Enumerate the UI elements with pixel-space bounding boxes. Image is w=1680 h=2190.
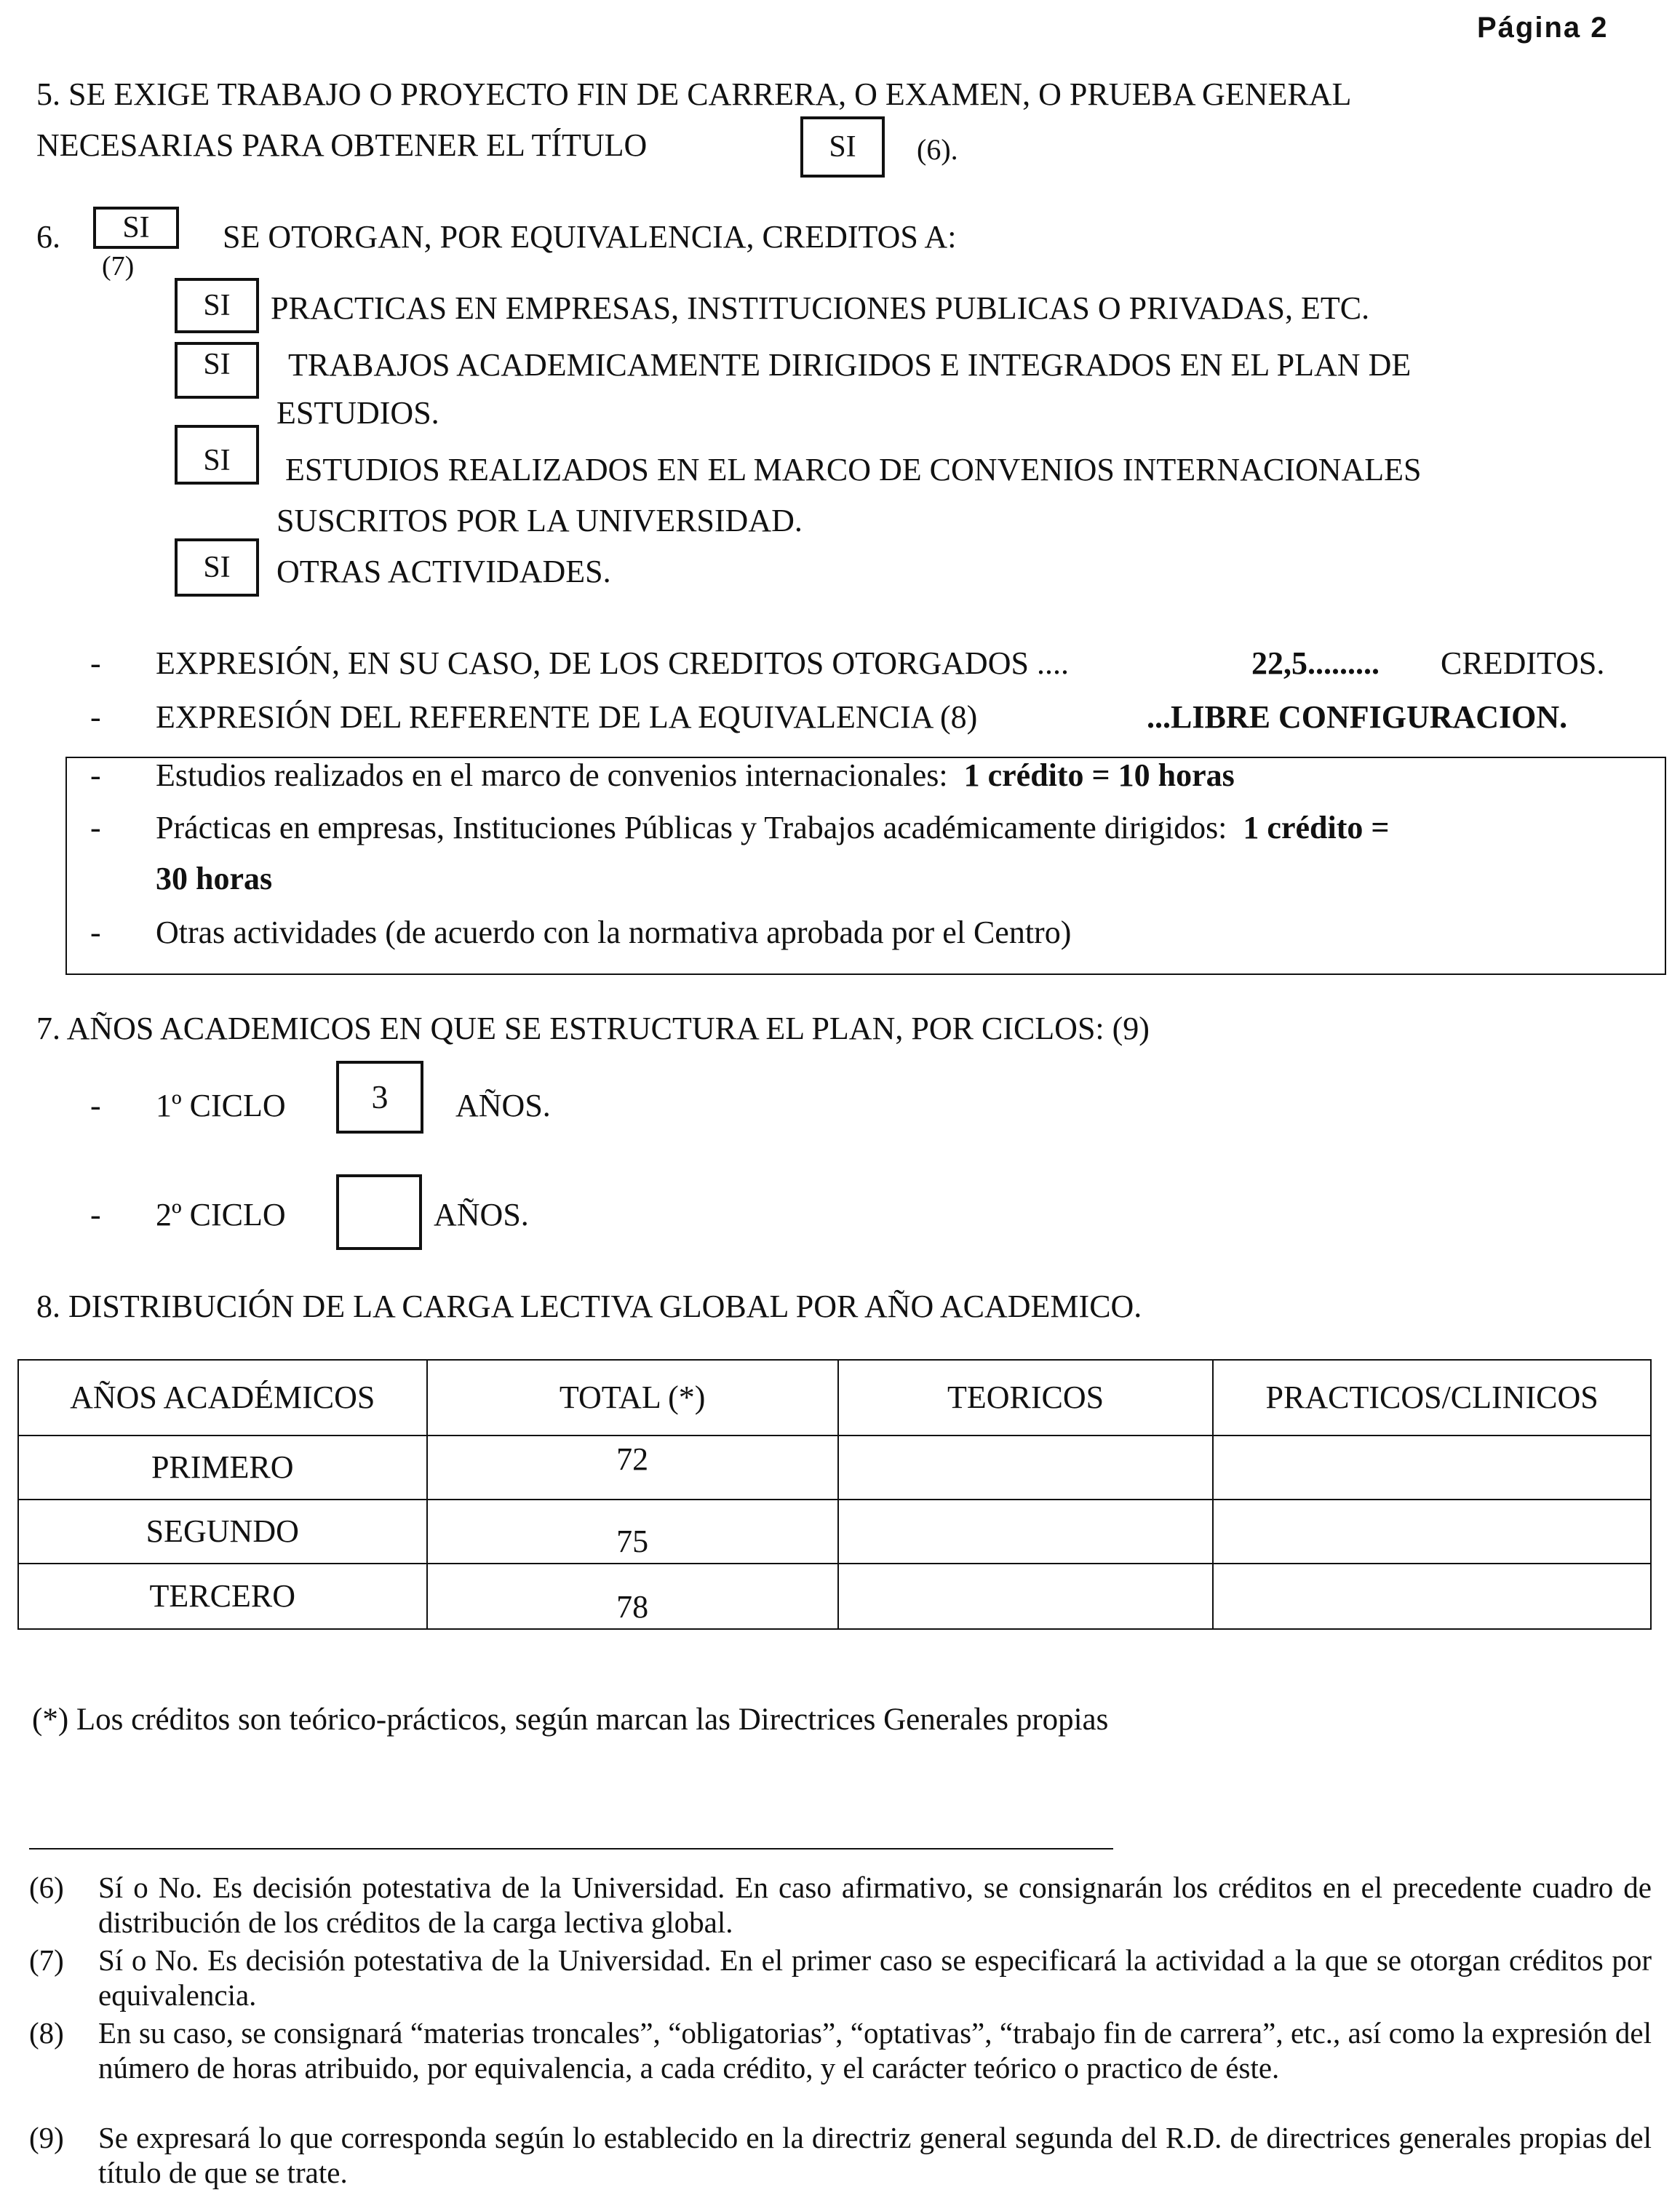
q6-answer: SI: [122, 210, 150, 244]
q6-item3-line2: SUSCRITOS POR LA UNIVERSIDAD.: [276, 503, 803, 538]
q6-item3-box: [175, 425, 259, 485]
q6-expr1-value: 22,5.........: [1251, 645, 1380, 681]
q6-expr2-label: EXPRESIÓN DEL REFERENTE DE LA EQUIVALENCIA (8): [156, 699, 978, 735]
q6-item2-box: [175, 342, 259, 399]
table-row: [18, 1564, 1651, 1629]
footnote-number: (6): [29, 1871, 64, 1904]
q6-item1-box: [175, 278, 259, 333]
box-line4-dash: -: [90, 915, 101, 950]
footnote-text: En su caso, se consignará “materias troncales”, “obligatorias”, “optativas”, “trabajo fin de carrera”, etc., así como la expresión del número de horas atribuido, por equivalencia, a cada crédito, y el carácter teórico o practico de éste.: [98, 2016, 1652, 2085]
row-total: 78: [427, 1564, 838, 1629]
table-note: (*) Los créditos son teórico-prácticos, según marcan las Directrices Generales propias: [32, 1703, 1109, 1737]
row-year: TERCERO: [18, 1564, 427, 1629]
q6-answer-box: [93, 207, 179, 249]
footnote-number: (8): [29, 2016, 64, 2050]
col-header-years: AÑOS ACADÉMICOS: [18, 1360, 427, 1436]
q5-line2: NECESARIAS PARA OBTENER EL TÍTULO: [36, 127, 648, 163]
row-year: PRIMERO: [18, 1436, 427, 1500]
row-total: 72: [427, 1436, 838, 1500]
q6-item3-answer: SI: [203, 443, 231, 477]
box-line2-dash: -: [90, 810, 101, 845]
row-total: 75: [427, 1500, 838, 1564]
footnote-number: (7): [29, 1943, 64, 1977]
footnote-text: Sí o No. Es decisión potestativa de la Universidad. En el primer caso se especificará la actividad a la que se otorgan créditos por equivalencia.: [98, 1943, 1652, 2012]
box-line1: [156, 757, 1235, 795]
q7-cycle1-box: [336, 1061, 423, 1134]
q6-item2-answer: SI: [203, 348, 231, 381]
q7-cycle2-label: 2º CICLO: [156, 1197, 286, 1233]
q5-answer: SI: [829, 130, 856, 164]
q7-cycle1-dash: -: [90, 1088, 101, 1123]
box-line1-dash: -: [90, 757, 101, 793]
q6-note: (7): [102, 251, 135, 282]
q6-item2-line1: TRABAJOS ACADEMICAMENTE DIRIGIDOS E INTEGRADOS EN EL PLAN DE: [288, 347, 1412, 383]
row-theory: [838, 1436, 1213, 1500]
box-line2-bold: 1 crédito =: [1243, 810, 1390, 845]
footnote-text: Sí o No. Es decisión potestativa de la Universidad. En caso afirmativo, se consignarán los créditos en el precedente cuadro de distribución de los créditos de la carga lectiva global.: [98, 1871, 1652, 1939]
col-header-total: TOTAL (*): [427, 1360, 838, 1436]
row-practice: [1213, 1500, 1651, 1564]
footnote-9: [29, 2120, 1652, 2190]
row-practice: [1213, 1436, 1651, 1500]
row-practice: [1213, 1564, 1651, 1629]
table-header-row: [18, 1360, 1651, 1436]
q7-cycle2-unit: AÑOS.: [434, 1197, 529, 1233]
q6-expr2-value: ...LIBRE CONFIGURACION.: [1147, 699, 1568, 735]
q6-item4-text: OTRAS ACTIVIDADES.: [276, 554, 611, 589]
footnote-number: (9): [29, 2121, 64, 2154]
q7-title: 7. AÑOS ACADEMICOS EN QUE SE ESTRUCTURA EL PLAN, POR CICLOS: (9): [36, 1011, 1150, 1046]
footnote-separator: [29, 1848, 1113, 1849]
q6-expr1-label: EXPRESIÓN, EN SU CASO, DE LOS CREDITOS OTORGADOS ....: [156, 645, 1069, 681]
col-header-theory: TEORICOS: [838, 1360, 1213, 1436]
q6-expr1-unit: CREDITOS.: [1441, 645, 1605, 681]
box-line4: Otras actividades (de acuerdo con la normativa aprobada por el Centro): [156, 915, 1072, 950]
q6-item3-line1: ESTUDIOS REALIZADOS EN EL MARCO DE CONVENIOS INTERNACIONALES: [285, 452, 1422, 487]
q6-item1-answer: SI: [203, 288, 231, 322]
q6-item4-box: [175, 538, 259, 597]
box-line3-bold: 30 horas: [156, 861, 273, 896]
footnote-6: [29, 1870, 1652, 1940]
q5-answer-box: [800, 116, 885, 178]
box-line2-text: Prácticas en empresas, Instituciones Públicas y Trabajos académicamente dirigidos:: [156, 810, 1227, 845]
box-line1-bold: 1 crédito = 10 horas: [963, 757, 1235, 793]
q7-cycle1-unit: AÑOS.: [455, 1088, 551, 1123]
page-number: Página 2: [1477, 12, 1609, 44]
footnote-8: [29, 2015, 1652, 2085]
q6-item4-answer: SI: [203, 550, 231, 584]
q5-line1: 5. SE EXIGE TRABAJO O PROYECTO FIN DE CARRERA, O EXAMEN, O PRUEBA GENERAL: [36, 76, 1352, 112]
footnote-text: Se expresará lo que corresponda según lo establecido en la directriz general segunda del R.D. de directrices generales propias del título de que se trate.: [98, 2121, 1652, 2189]
q6-expr2-dash: -: [90, 699, 101, 735]
q6-number: 6.: [36, 219, 60, 255]
q6-title: SE OTORGAN, POR EQUIVALENCIA, CREDITOS A:: [223, 219, 957, 255]
q7-cycle1-value: 3: [371, 1078, 389, 1116]
box-line2: [156, 809, 1389, 848]
row-year: SEGUNDO: [18, 1500, 427, 1564]
q5-note: (6).: [917, 133, 958, 166]
box-line1-text: Estudios realizados en el marco de convenios internacionales:: [156, 757, 948, 793]
q6-expr1-dash: -: [90, 645, 101, 681]
row-theory: [838, 1564, 1213, 1629]
q6-item1-text: PRACTICAS EN EMPRESAS, INSTITUCIONES PUBLICAS O PRIVADAS, ETC.: [271, 290, 1370, 326]
q7-cycle1-label: 1º CICLO: [156, 1088, 286, 1123]
footnote-7: [29, 1943, 1652, 2012]
col-header-practice: PRACTICOS/CLINICOS: [1213, 1360, 1651, 1436]
table-row: [18, 1436, 1651, 1500]
table-row: [18, 1500, 1651, 1564]
distribution-table: [17, 1359, 1652, 1630]
q7-cycle2-dash: -: [90, 1197, 101, 1233]
q7-cycle2-box: [336, 1174, 422, 1250]
q8-title: 8. DISTRIBUCIÓN DE LA CARGA LECTIVA GLOBAL POR AÑO ACADEMICO.: [36, 1289, 1142, 1324]
q6-item2-line2: ESTUDIOS.: [276, 395, 439, 431]
row-theory: [838, 1500, 1213, 1564]
